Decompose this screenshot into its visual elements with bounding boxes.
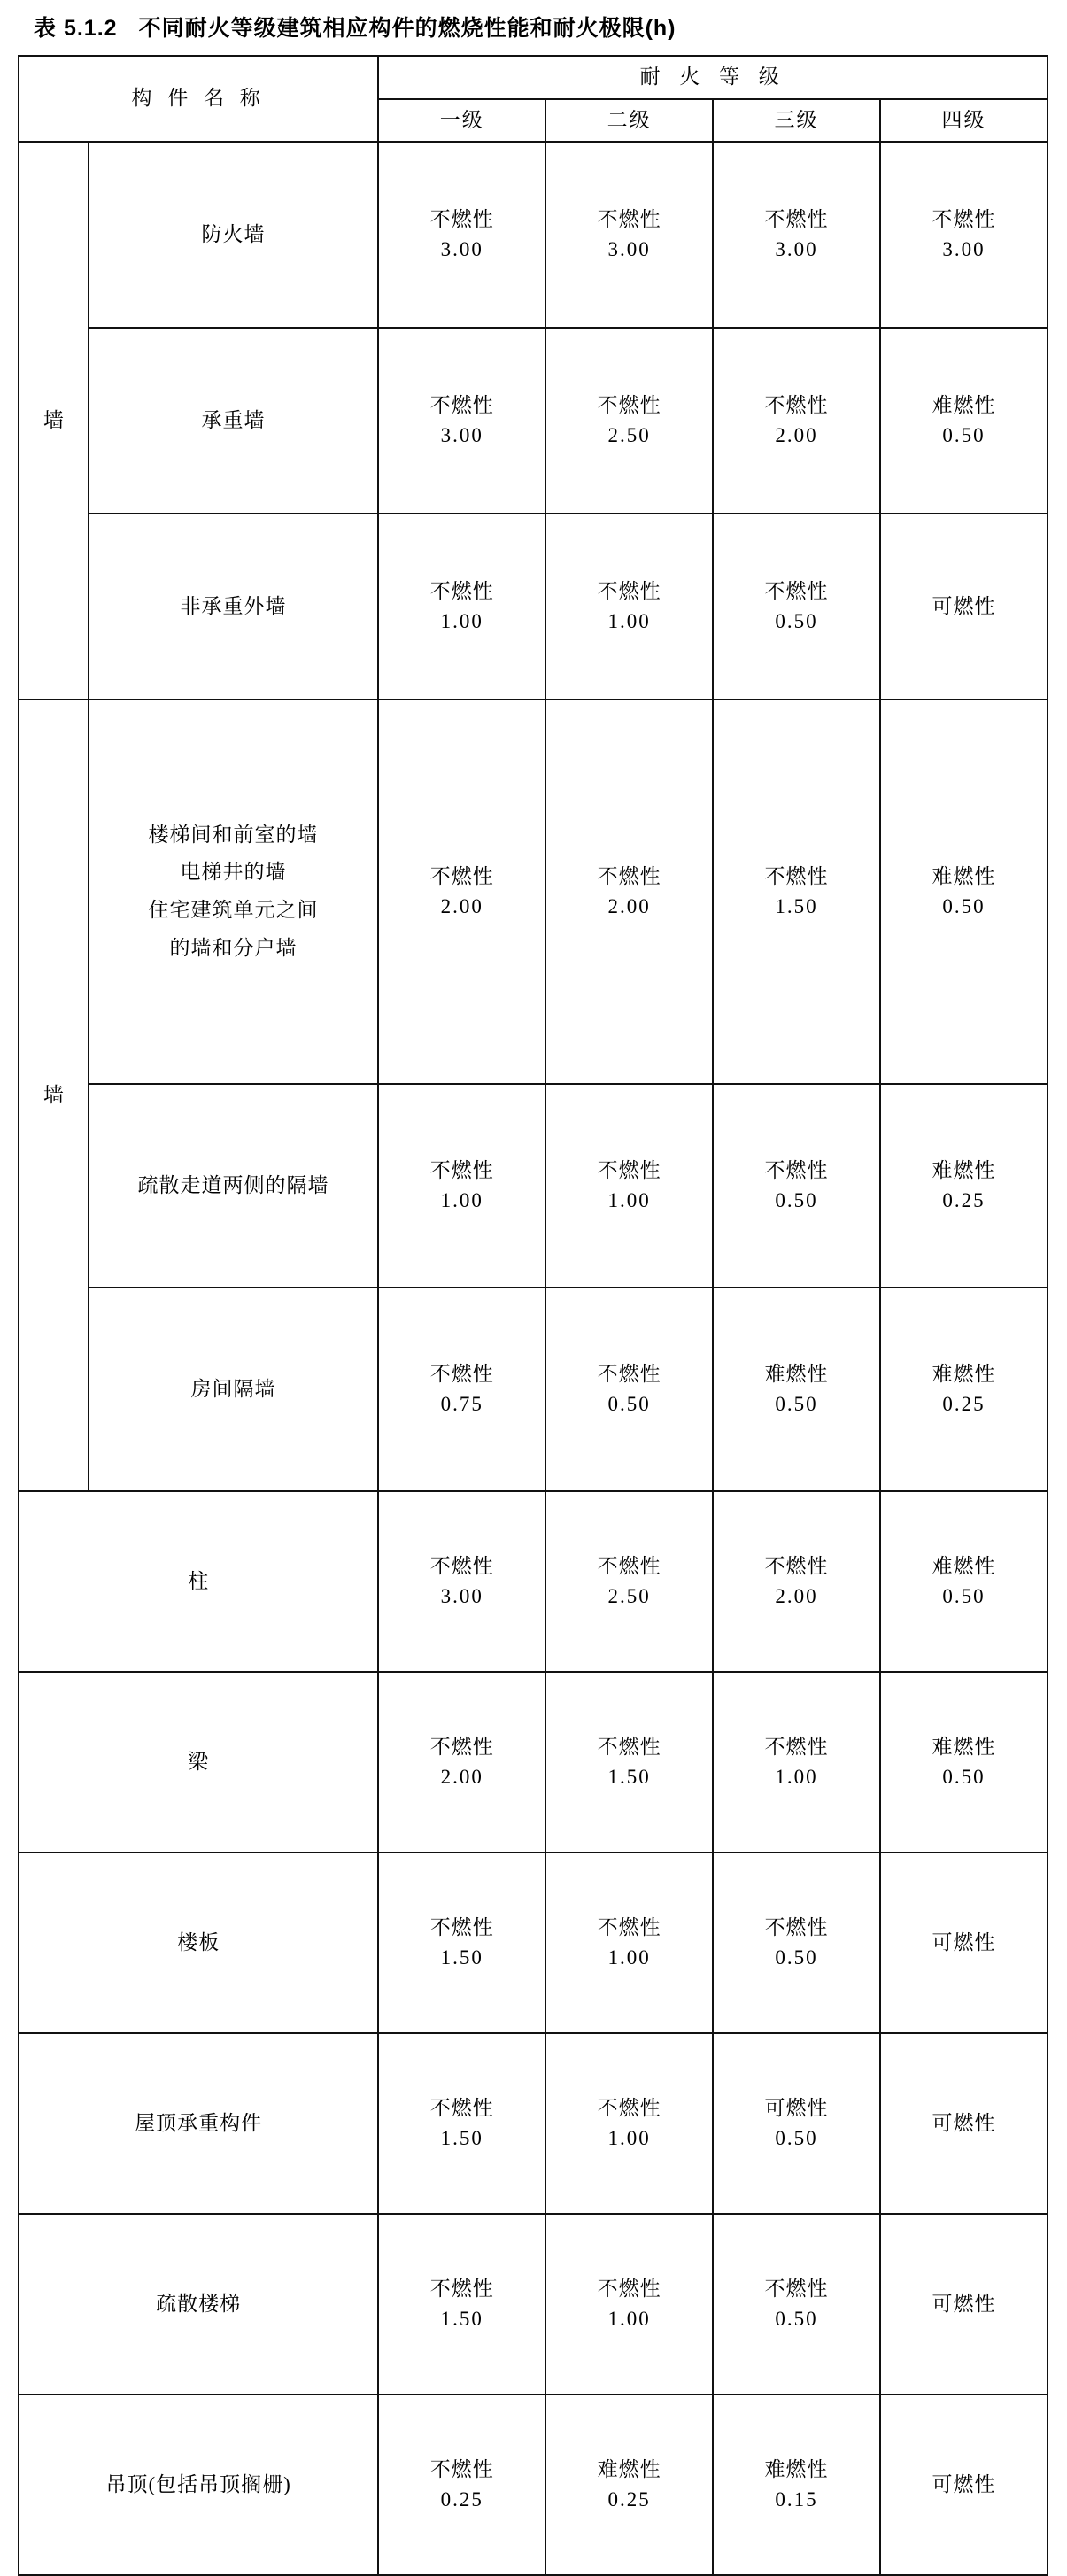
table-row — [19, 142, 1048, 328]
table-row — [19, 328, 1048, 514]
cell-value: 不燃性 0.25 — [378, 2394, 545, 2575]
cell-value: 不燃性 3.00 — [880, 142, 1048, 328]
cell-value: 不燃性 2.50 — [545, 1491, 713, 1672]
cell-value: 不燃性 1.50 — [378, 2033, 545, 2214]
cell-value: 难燃性 0.50 — [880, 1672, 1048, 1853]
header-grade-3: 三级 — [713, 99, 880, 143]
cell-value: 不燃性 1.00 — [545, 1084, 713, 1288]
cell-value: 不燃性 1.00 — [378, 1084, 545, 1288]
component-name: 非承重外墙 — [89, 514, 379, 700]
cell-value: 难燃性 0.50 — [880, 700, 1048, 1084]
cell-value: 不燃性 2.50 — [545, 328, 713, 514]
cell-value: 可燃性 — [880, 2033, 1048, 2214]
header-grade-1: 一级 — [378, 99, 545, 143]
component-name: 屋顶承重构件 — [19, 2033, 378, 2214]
table-caption — [0, 0, 1067, 55]
header-grade-2: 二级 — [545, 99, 713, 143]
cell-value: 难燃性 0.25 — [545, 2394, 713, 2575]
cell-value: 不燃性 1.00 — [545, 2214, 713, 2394]
cell-value: 不燃性 0.50 — [713, 1084, 880, 1288]
cell-value: 不燃性 1.00 — [378, 514, 545, 700]
component-name: 承重墙 — [89, 328, 379, 514]
table-row — [19, 2214, 1048, 2394]
table-row — [19, 1672, 1048, 1853]
table-row — [19, 1084, 1048, 1288]
component-name: 楼板 — [19, 1853, 378, 2033]
cell-value: 可燃性 — [880, 2394, 1048, 2575]
cell-value: 不燃性 0.50 — [545, 1288, 713, 1491]
cell-value: 可燃性 — [880, 514, 1048, 700]
component-name: 柱 — [19, 1491, 378, 1672]
cell-value: 不燃性 3.00 — [545, 142, 713, 328]
cell-value: 不燃性 1.50 — [713, 700, 880, 1084]
cell-value: 不燃性 2.00 — [713, 1491, 880, 1672]
cell-value: 难燃性 0.50 — [880, 1491, 1048, 1672]
cell-value: 可燃性 0.50 — [713, 2033, 880, 2214]
cell-value: 难燃性 0.50 — [713, 1288, 880, 1491]
cell-value: 不燃性 3.00 — [713, 142, 880, 328]
header-grade-4: 四级 — [880, 99, 1048, 143]
header-fire-grade: 耐 火 等 级 — [378, 56, 1048, 99]
component-name: 楼梯间和前室的墙 电梯井的墙 住宅建筑单元之间 的墙和分户墙 — [89, 700, 379, 1084]
cell-value: 不燃性 2.00 — [545, 700, 713, 1084]
cell-value: 不燃性 1.00 — [545, 514, 713, 700]
table-row — [19, 1853, 1048, 2033]
cell-value: 可燃性 — [880, 1853, 1048, 2033]
table-title: 不同耐火等级建筑相应构件的燃烧性能和耐火极限(h) — [138, 16, 677, 41]
table-row — [19, 1491, 1048, 1672]
table-row — [19, 514, 1048, 700]
table-number: 表 5.1.2 — [34, 16, 118, 41]
table-header-row-1 — [19, 56, 1048, 99]
cell-value: 不燃性 1.50 — [378, 2214, 545, 2394]
group-label-wall-1: 墙 — [19, 142, 89, 700]
component-name: 疏散楼梯 — [19, 2214, 378, 2394]
cell-value: 不燃性 2.00 — [713, 328, 880, 514]
fire-resistance-table — [18, 55, 1048, 2576]
cell-value: 不燃性 0.50 — [713, 2214, 880, 2394]
component-name: 疏散走道两侧的隔墙 — [89, 1084, 379, 1288]
cell-value: 不燃性 0.50 — [713, 514, 880, 700]
cell-value: 不燃性 1.50 — [378, 1853, 545, 2033]
cell-value: 不燃性 3.00 — [378, 142, 545, 328]
component-name: 吊顶(包括吊顶搁栅) — [19, 2394, 378, 2575]
cell-value: 不燃性 1.00 — [545, 1853, 713, 2033]
cell-value: 可燃性 — [880, 2214, 1048, 2394]
cell-value: 难燃性 0.25 — [880, 1288, 1048, 1491]
cell-value: 不燃性 1.00 — [545, 2033, 713, 2214]
cell-value: 不燃性 2.00 — [378, 1672, 545, 1853]
cell-value: 不燃性 1.50 — [545, 1672, 713, 1853]
component-name: 防火墙 — [89, 142, 379, 328]
cell-value: 不燃性 0.75 — [378, 1288, 545, 1491]
cell-value: 难燃性 0.25 — [880, 1084, 1048, 1288]
cell-value: 不燃性 1.00 — [713, 1672, 880, 1853]
cell-value: 不燃性 0.50 — [713, 1853, 880, 2033]
cell-value: 不燃性 3.00 — [378, 328, 545, 514]
cell-value: 难燃性 0.50 — [880, 328, 1048, 514]
cell-value: 难燃性 0.15 — [713, 2394, 880, 2575]
group-label-wall-2: 墙 — [19, 700, 89, 1491]
component-name: 房间隔墙 — [89, 1288, 379, 1491]
cell-value: 不燃性 3.00 — [378, 1491, 545, 1672]
table-row — [19, 2033, 1048, 2214]
component-name: 梁 — [19, 1672, 378, 1853]
table-row — [19, 700, 1048, 1084]
header-component-name: 构 件 名 称 — [19, 56, 378, 142]
table-row — [19, 2394, 1048, 2575]
table-row — [19, 1288, 1048, 1491]
cell-value: 不燃性 2.00 — [378, 700, 545, 1084]
